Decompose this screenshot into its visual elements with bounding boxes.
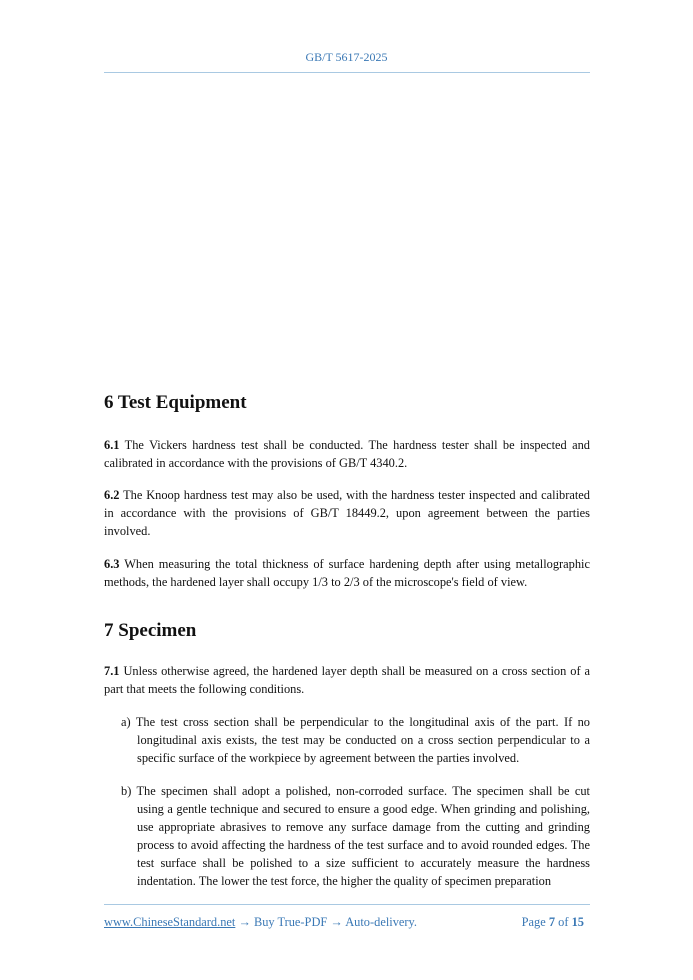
item-label: a) <box>121 715 131 729</box>
page-word: Page <box>521 915 546 929</box>
total-pages: 15 <box>571 915 584 929</box>
clause-number: 6.1 <box>104 438 120 452</box>
arrow-right-icon: → <box>330 915 343 929</box>
site-link[interactable]: www.ChineseStandard.net <box>104 915 236 929</box>
clause-7-1 <box>104 662 590 698</box>
buy-link[interactable]: Buy True-PDF <box>253 915 328 929</box>
clause-number: 7.1 <box>104 664 120 678</box>
clause-6-2 <box>104 486 590 540</box>
item-text: The specimen shall adopt a polished, non-corroded surface. The specimen shall be cut using a gentle technique and secured to ensure a good edge. When grinding and polishing, use appropriate abrasives to remove any surface damage from the cutting and grinding process to avoid affecting the hardness of the test surface and to avoid rounded edges. The test surface shall be polished to a size sufficient to accurately measure the hardness indentation. The lower the test force, the higher the quality of specimen preparation <box>136 784 591 888</box>
footer-links <box>104 915 417 930</box>
section-6-heading: 6 Test Equipment <box>104 392 247 413</box>
header-rule <box>104 72 590 73</box>
document-code: GB/T 5617-2025 <box>305 50 388 64</box>
list-item-a <box>104 713 590 767</box>
section-7 <box>104 620 590 642</box>
item-label: b) <box>121 784 132 798</box>
clause-text: Unless otherwise agreed, the hardened layer depth shall be measured on a cross section of a part that meets the following conditions. <box>104 664 590 696</box>
section-7-heading: 7 Specimen <box>104 620 197 641</box>
section-6 <box>104 392 590 414</box>
clause-text: The Vickers hardness test shall be conducted. The hardness tester shall be inspected and calibrated in accordance with the provisions of GB/T 4340.2. <box>104 438 591 470</box>
current-page: 7 <box>548 915 556 929</box>
page-number <box>522 915 584 930</box>
clause-text: When measuring the total thickness of surface hardening depth after using metallographic methods, the hardened layer shall occupy 1/3 to 2/3 of the microscope's field of view. <box>104 557 590 589</box>
page-header <box>0 50 693 65</box>
arrow-right-icon: → <box>238 915 251 929</box>
item-text: The test cross section shall be perpendicular to the longitudinal axis of the part. If no longitudinal axis exists, the test may be conducted on a cross section perpendicular to a specific surface of the workpiece by agreement between the parties involved. <box>135 715 590 765</box>
footer-rule <box>104 904 590 905</box>
list-item-b <box>104 782 590 890</box>
clause-number: 6.3 <box>104 557 120 571</box>
clause-6-1 <box>104 436 590 472</box>
clause-6-3 <box>104 555 590 591</box>
delivery-text: Auto-delivery. <box>345 915 418 929</box>
clause-text: The Knoop hardness test may also be used, with the hardness tester inspected and calibrated in accordance with the provisions of GB/T 18449.2, upon agreement between the parties involved. <box>104 488 590 538</box>
clause-number: 6.2 <box>104 488 120 502</box>
of-word: of <box>558 915 569 929</box>
